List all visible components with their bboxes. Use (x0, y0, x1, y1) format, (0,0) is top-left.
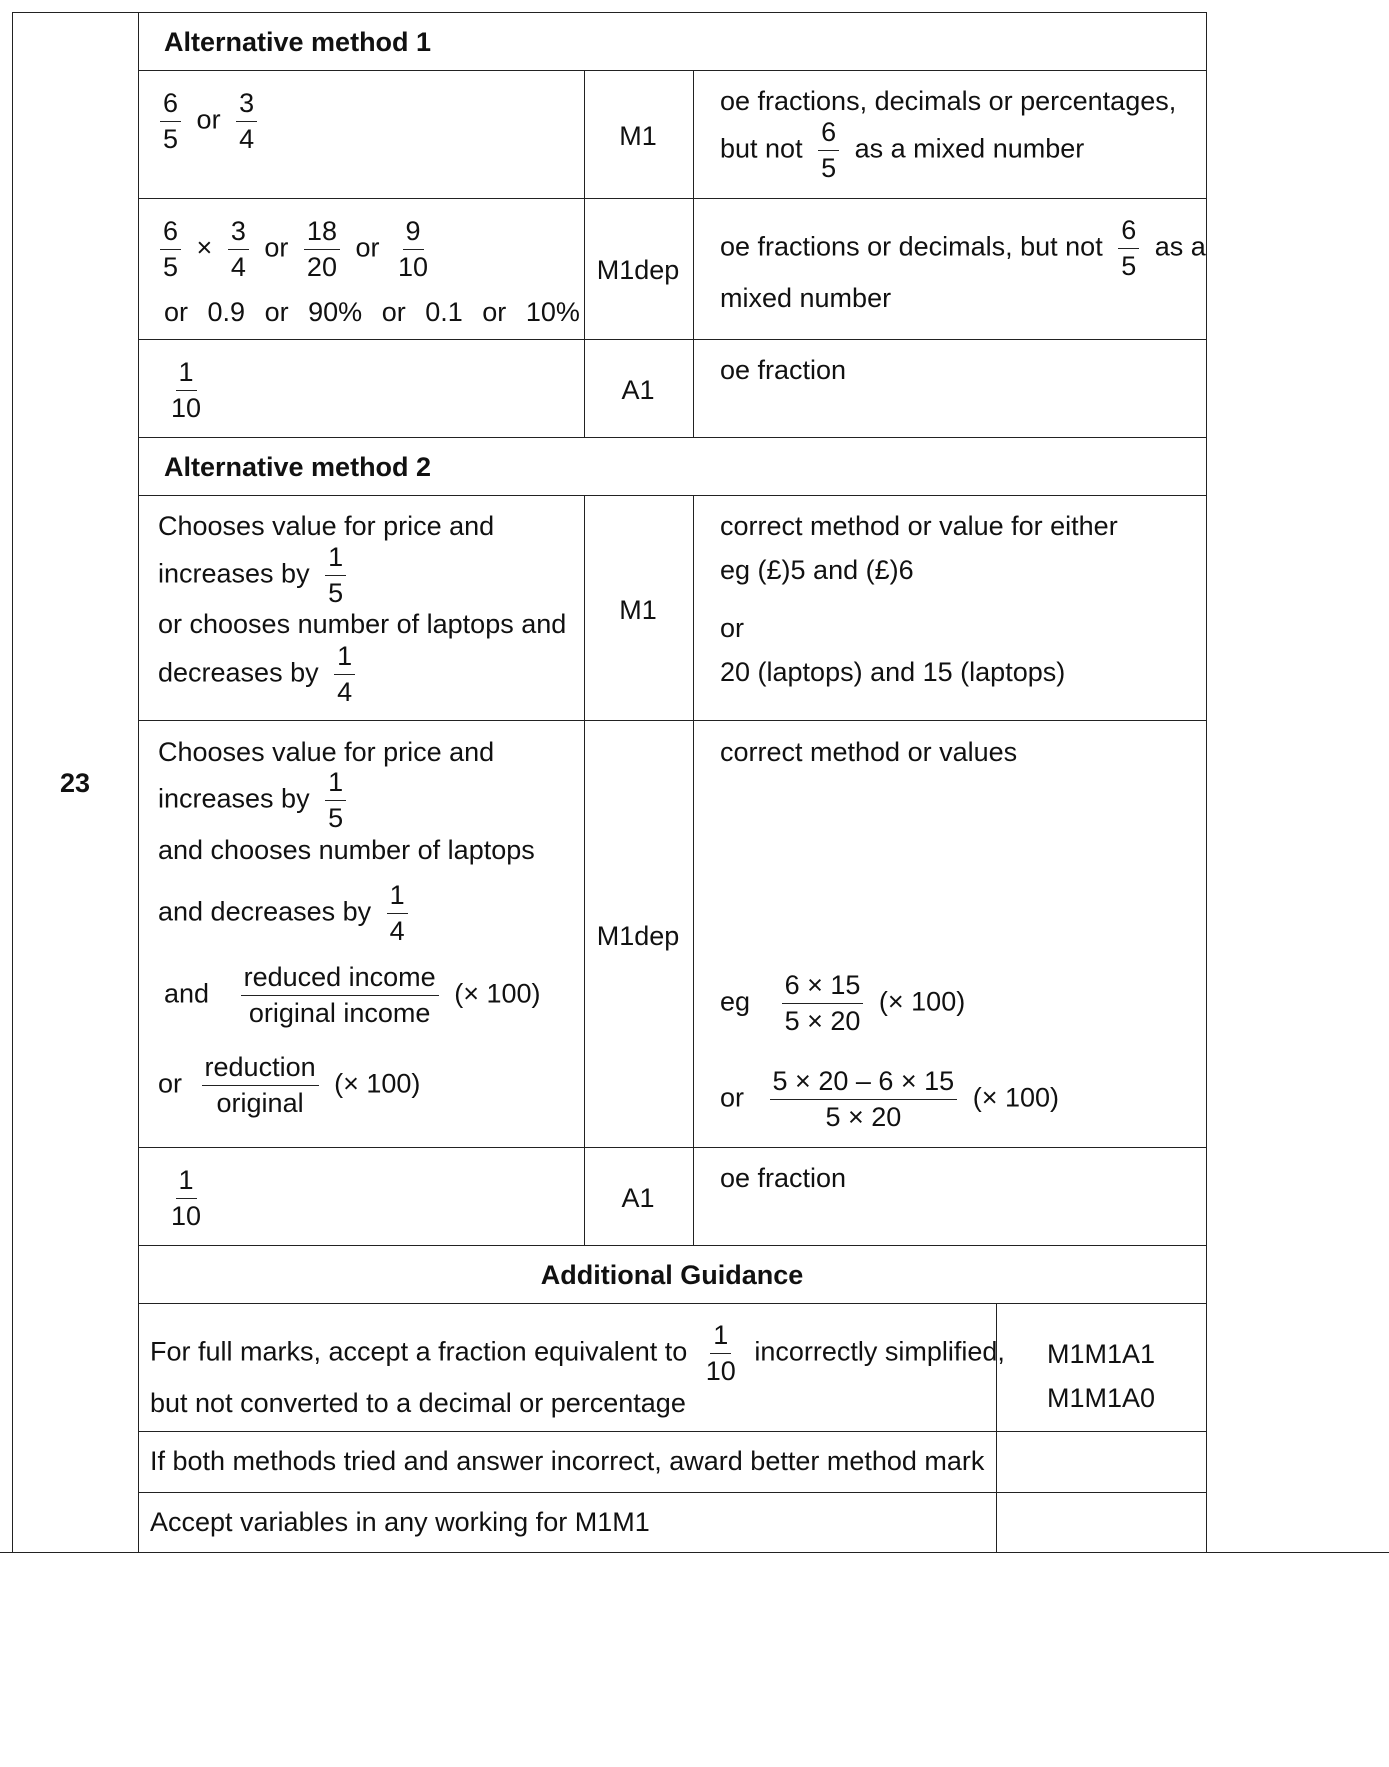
m2-row1-l3: or chooses number of laptops and (158, 609, 567, 639)
m2-row1-l4: decreases by $\frac{1}{4}$ (158, 641, 363, 708)
m2-row2-l2: increases by $\frac{1}{5}$ (158, 767, 354, 834)
m1-final-answer: $\frac{1}{10}$ (171, 357, 202, 424)
m2-row1-c1: correct method or value for either (720, 511, 1118, 541)
m2-row2-c1: correct method or values (720, 737, 1018, 767)
m1-row1-answer: $\frac{6}{5}$ or $\frac{3}{4}$ (152, 88, 265, 155)
fraction: $\frac{3}{4}$ (236, 88, 257, 155)
mark-a1: A1 (621, 375, 655, 405)
m2-row2-l4: and decreases by $\frac{1}{4}$ (158, 880, 416, 947)
m2-row2-ratio: and $\frac{\text{reduced income}}{\text{original income}}$ (× 100) (164, 962, 541, 1029)
guidance-1-mark-partial: M1M1A0 (1046, 1383, 1156, 1413)
m2-row1-c2: eg (£)5 and (£)6 (720, 555, 914, 585)
m1-row3-comment: oe fraction (720, 355, 847, 385)
m2-row2-l3: and chooses number of laptops (158, 835, 535, 865)
m2-row2-or: or $\frac{5 \times 20 - 6 \times 15}{5 \times 20}$ (× 100) (720, 1066, 1060, 1133)
question-number: 23 (60, 768, 91, 798)
m2-final-answer: $\frac{1}{10}$ (171, 1165, 202, 1232)
m2-row1-l1: Chooses value for price and (158, 511, 495, 541)
method2-title: Alternative method 2 (164, 452, 432, 482)
m1-row2-answer: $\frac{6}{5}$ × $\frac{3}{4}$ or $\frac{18}{20}$ or $\frac{9}{10}$ (152, 216, 439, 283)
guidance-1-line2: but not converted to a decimal or percentage (150, 1388, 686, 1418)
guidance-2: If both methods tried and answer incorrect, award better method mark (150, 1446, 985, 1476)
guidance-1: For full marks, accept a fraction equivalent to $\frac{1}{10}$ incorrectly simplified, (150, 1320, 1005, 1387)
m1-row2-comment: oe fractions or decimals, but not $\frac{6}{5}$ as a (720, 215, 1206, 282)
m2-row1-c3: or (720, 613, 745, 643)
mark-m1dep: M1dep (596, 255, 680, 285)
guidance-3: Accept variables in any working for M1M1 (150, 1507, 650, 1537)
guidance-1-mark-full: M1M1A1 (1046, 1339, 1156, 1369)
guidance-title: Additional Guidance (540, 1260, 804, 1290)
method1-title: Alternative method 1 (164, 27, 432, 57)
fraction: $\frac{6}{5}$ (160, 88, 181, 155)
m2-row1-c4: 20 (laptops) and 15 (laptops) (720, 657, 1066, 687)
m1-row2-comment-2: mixed number (720, 283, 892, 313)
mark-m1: M1 (619, 121, 657, 151)
m1-row1-comment: oe fractions, decimals or percentages, (720, 86, 1177, 116)
m2-row2-l1: Chooses value for price and (158, 737, 495, 767)
mark-m1dep: M1dep (596, 921, 680, 951)
m1-row2-alternatives: or 0.9 or 90% or 0.1 or 10% (164, 297, 580, 327)
mark-a1: A1 (621, 1183, 655, 1213)
mark-m1: M1 (619, 595, 657, 625)
m2-row3-comment: oe fraction (720, 1163, 847, 1193)
m2-row1-l2: increases by $\frac{1}{5}$ (158, 542, 354, 609)
m2-row2-alt-ratio: or $\frac{\text{reduction}}{\text{original}}$ (× 100) (158, 1052, 421, 1119)
m2-row2-eg: eg $\frac{6 \times 15}{5 \times 20}$ (× 100) (720, 970, 966, 1037)
m1-row1-comment-2: but not $\frac{6}{5}$ as a mixed number (720, 117, 1085, 184)
